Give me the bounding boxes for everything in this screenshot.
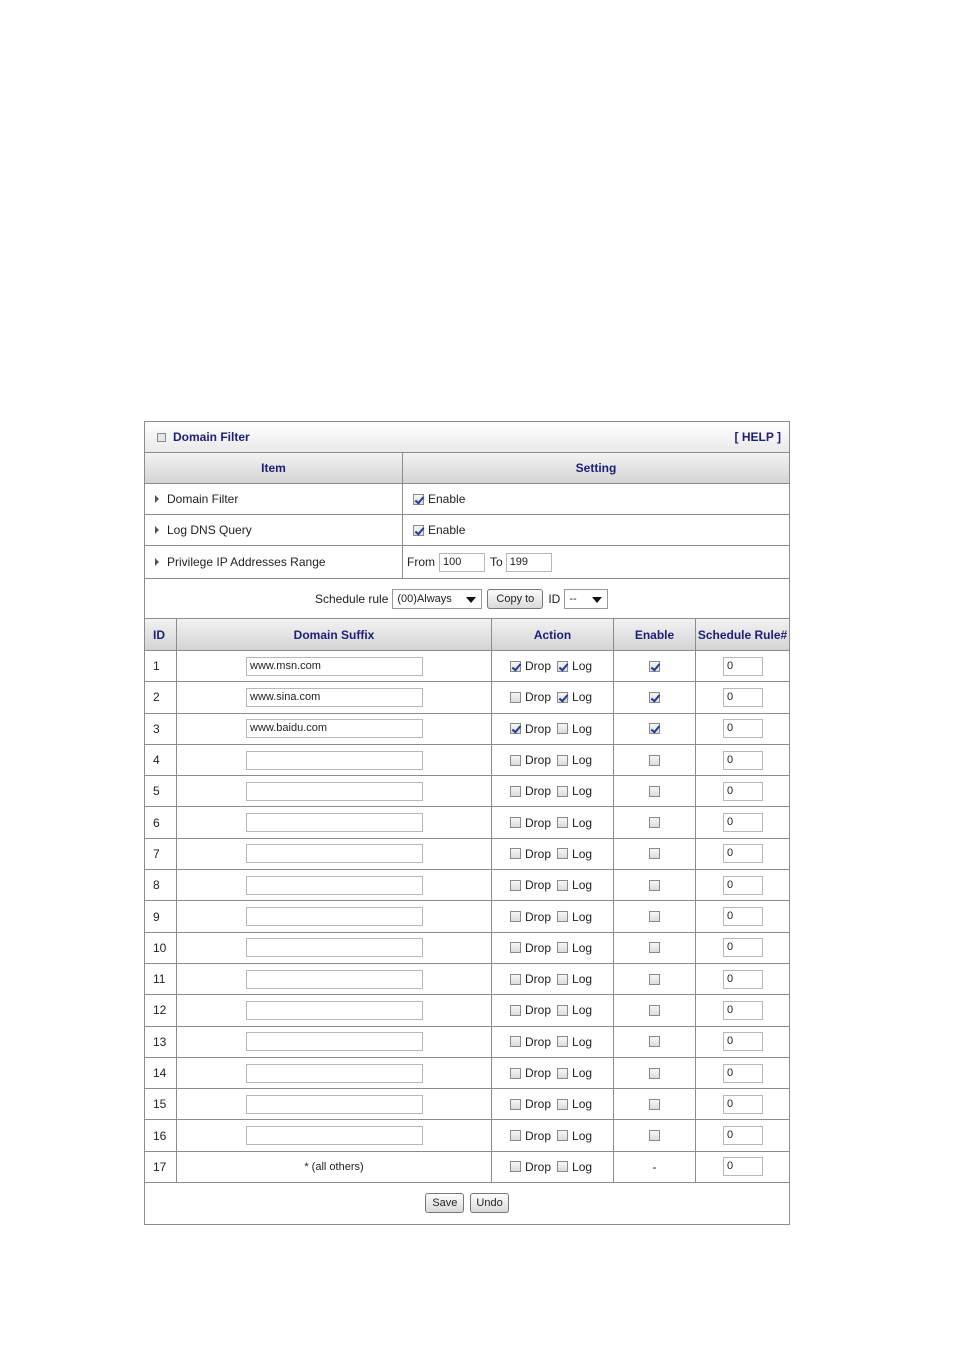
log-checkbox[interactable] xyxy=(557,974,568,985)
table-row xyxy=(145,933,789,964)
domain-suffix-input[interactable]: www.baidu.com xyxy=(246,719,423,738)
table-row xyxy=(145,901,789,932)
table-row xyxy=(145,839,789,870)
drop-label: Drop xyxy=(525,753,552,768)
action-header: Action xyxy=(491,619,613,650)
enable-checkbox[interactable] xyxy=(649,1099,660,1110)
enable-checkbox[interactable] xyxy=(649,848,660,859)
domain-suffix-input[interactable] xyxy=(246,1032,423,1051)
enable-checkbox[interactable] xyxy=(649,974,660,985)
table-row xyxy=(145,964,789,995)
drop-label: Drop xyxy=(525,1159,552,1174)
table-row xyxy=(145,1120,789,1151)
drop-checkbox[interactable] xyxy=(510,1161,521,1172)
schedule-rule-input[interactable]: 0 xyxy=(723,938,763,957)
enable-checkbox[interactable] xyxy=(649,880,660,891)
drop-label: Drop xyxy=(525,972,552,987)
dropdown-arrow-icon xyxy=(592,597,602,603)
log-label: Log xyxy=(572,940,593,955)
log-checkbox[interactable] xyxy=(557,1161,568,1172)
row-id: 4 xyxy=(153,753,160,768)
log-label: Log xyxy=(572,909,593,924)
drop-label: Drop xyxy=(525,659,552,674)
log-label: Log xyxy=(572,972,593,987)
log-label: Log xyxy=(572,784,593,799)
table-row xyxy=(145,870,789,901)
domain-suffix-input[interactable] xyxy=(246,1126,423,1145)
drop-label: Drop xyxy=(525,1003,552,1018)
log-checkbox[interactable] xyxy=(557,723,568,734)
all-others-label: * (all others) xyxy=(176,1152,491,1182)
log-checkbox[interactable] xyxy=(557,1130,568,1141)
id-header: ID xyxy=(153,627,165,642)
row-id: 5 xyxy=(153,784,160,799)
log-label: Log xyxy=(572,1159,593,1174)
schedule-rule-header: Schedule Rule# xyxy=(695,619,789,650)
drop-label: Drop xyxy=(525,940,552,955)
settings-header-row xyxy=(145,453,789,484)
schedule-rule-input[interactable]: 0 xyxy=(723,1157,763,1176)
schedule-rule-input[interactable]: 0 xyxy=(723,1032,763,1051)
domain-suffix-input[interactable] xyxy=(246,813,423,832)
log-label: Log xyxy=(572,815,593,830)
drop-checkbox[interactable] xyxy=(510,786,521,797)
log-dns-enable-checkbox[interactable] xyxy=(413,525,424,536)
enable-checkbox[interactable] xyxy=(649,1036,660,1047)
domain-suffix-input[interactable] xyxy=(246,970,423,989)
drop-checkbox[interactable] xyxy=(510,817,521,828)
schedule-rule-select[interactable]: (00)Always xyxy=(392,589,482,609)
row-id: 13 xyxy=(153,1034,167,1049)
schedule-rule-input[interactable]: 0 xyxy=(723,688,763,707)
schedule-rule-label: Schedule rule xyxy=(315,591,389,606)
drop-label: Drop xyxy=(525,721,552,736)
table-row xyxy=(145,1058,789,1089)
log-checkbox[interactable] xyxy=(557,1099,568,1110)
row-id: 6 xyxy=(153,815,160,830)
drop-label: Drop xyxy=(525,784,552,799)
log-checkbox[interactable] xyxy=(557,848,568,859)
table-row xyxy=(145,1027,789,1058)
domain-suffix-input[interactable] xyxy=(246,1095,423,1114)
setting-header: Setting xyxy=(402,453,789,483)
enable-checkbox[interactable] xyxy=(649,1130,660,1141)
to-ip-input[interactable]: 199 xyxy=(506,553,552,572)
enable-placeholder: - xyxy=(613,1152,695,1182)
enable-checkbox[interactable] xyxy=(649,942,660,953)
schedule-rule-input[interactable]: 0 xyxy=(723,907,763,926)
log-dns-row xyxy=(145,515,789,546)
log-dns-label: Log DNS Query xyxy=(167,523,252,537)
bullet-arrow-icon xyxy=(155,495,159,503)
table-row xyxy=(145,745,789,776)
copy-id-select[interactable]: -- xyxy=(564,589,608,609)
log-checkbox[interactable] xyxy=(557,692,568,703)
drop-checkbox[interactable] xyxy=(510,1130,521,1141)
enable-checkbox[interactable] xyxy=(649,817,660,828)
log-dns-enable-label: Enable xyxy=(428,523,466,537)
log-label: Log xyxy=(572,1003,593,1018)
row-id: 3 xyxy=(153,721,160,736)
table-row xyxy=(145,1152,789,1183)
drop-checkbox[interactable] xyxy=(510,848,521,859)
help-link[interactable]: [ HELP ] xyxy=(734,430,781,444)
enable-checkbox[interactable] xyxy=(649,755,660,766)
log-label: Log xyxy=(572,721,593,736)
domain-suffix-input[interactable] xyxy=(246,844,423,863)
row-id: 12 xyxy=(153,1003,167,1018)
log-checkbox[interactable] xyxy=(557,755,568,766)
schedule-rule-input[interactable]: 0 xyxy=(723,844,763,863)
enable-checkbox[interactable] xyxy=(649,911,660,922)
schedule-rule-input[interactable]: 0 xyxy=(723,970,763,989)
drop-checkbox[interactable] xyxy=(510,755,521,766)
drop-label: Drop xyxy=(525,846,552,861)
rules-header-row xyxy=(145,619,789,651)
drop-checkbox[interactable] xyxy=(510,1005,521,1016)
domain-suffix-input[interactable] xyxy=(246,907,423,926)
table-row xyxy=(145,651,789,682)
enable-checkbox[interactable] xyxy=(649,1005,660,1016)
schedule-rule-input[interactable]: 0 xyxy=(723,813,763,832)
table-row xyxy=(145,995,789,1026)
row-id: 16 xyxy=(153,1128,167,1143)
enable-checkbox[interactable] xyxy=(649,1068,660,1079)
from-label: From xyxy=(407,555,435,569)
to-label: To xyxy=(490,555,503,569)
undo-button[interactable]: Undo xyxy=(470,1193,508,1213)
table-row xyxy=(145,1089,789,1120)
item-header: Item xyxy=(261,461,286,475)
schedule-rule-input[interactable]: 0 xyxy=(723,1095,763,1114)
log-label: Log xyxy=(572,690,593,705)
drop-checkbox[interactable] xyxy=(510,880,521,891)
domain-suffix-header: Domain Suffix xyxy=(176,619,491,650)
log-checkbox[interactable] xyxy=(557,786,568,797)
row-id: 15 xyxy=(153,1097,167,1112)
row-id: 8 xyxy=(153,878,160,893)
log-checkbox[interactable] xyxy=(557,1036,568,1047)
row-id: 7 xyxy=(153,846,160,861)
drop-label: Drop xyxy=(525,815,552,830)
log-checkbox[interactable] xyxy=(557,911,568,922)
row-id: 2 xyxy=(153,690,160,705)
schedule-rule-input[interactable]: 0 xyxy=(723,751,763,770)
domain-filter-enable-checkbox[interactable] xyxy=(413,494,424,505)
schedule-rule-input[interactable]: 0 xyxy=(723,657,763,676)
log-checkbox[interactable] xyxy=(557,942,568,953)
table-row xyxy=(145,682,789,713)
drop-checkbox[interactable] xyxy=(510,1068,521,1079)
from-ip-input[interactable]: 100 xyxy=(439,553,485,572)
schedule-row xyxy=(145,579,789,619)
schedule-rule-input[interactable]: 0 xyxy=(723,1126,763,1145)
panel-titlebar xyxy=(145,422,789,453)
log-label: Log xyxy=(572,878,593,893)
table-row xyxy=(145,807,789,838)
row-id: 11 xyxy=(153,972,166,987)
enable-checkbox[interactable] xyxy=(649,786,660,797)
drop-label: Drop xyxy=(525,909,552,924)
dropdown-arrow-icon xyxy=(466,597,476,603)
drop-label: Drop xyxy=(525,1097,552,1112)
schedule-rule-input[interactable]: 0 xyxy=(723,1064,763,1083)
log-label: Log xyxy=(572,1097,593,1112)
drop-checkbox[interactable] xyxy=(510,723,521,734)
log-label: Log xyxy=(572,753,593,768)
copy-to-button[interactable]: Copy to xyxy=(487,589,543,609)
domain-filter-enable-label: Enable xyxy=(428,492,466,506)
drop-checkbox[interactable] xyxy=(510,911,521,922)
drop-checkbox[interactable] xyxy=(510,661,521,672)
save-button[interactable]: Save xyxy=(425,1193,464,1213)
row-id: 10 xyxy=(153,940,167,955)
log-checkbox[interactable] xyxy=(557,1068,568,1079)
id-label: ID xyxy=(548,591,561,606)
enable-checkbox[interactable] xyxy=(649,661,660,672)
domain-suffix-input[interactable] xyxy=(246,1001,423,1020)
log-label: Log xyxy=(572,1128,593,1143)
row-id: 14 xyxy=(153,1066,167,1080)
action-buttons xyxy=(145,1183,789,1223)
drop-checkbox[interactable] xyxy=(510,942,521,953)
drop-checkbox[interactable] xyxy=(510,974,521,985)
domain-filter-label: Domain Filter xyxy=(167,492,239,506)
log-checkbox[interactable] xyxy=(557,817,568,828)
bullet-arrow-icon xyxy=(155,558,159,566)
domain-suffix-input[interactable]: www.msn.com xyxy=(246,657,423,676)
domain-suffix-input[interactable] xyxy=(246,751,423,770)
bullet-arrow-icon xyxy=(155,526,159,534)
log-label: Log xyxy=(572,846,593,861)
domain-suffix-input[interactable] xyxy=(246,782,423,801)
drop-label: Drop xyxy=(525,1066,552,1080)
schedule-rule-input[interactable]: 0 xyxy=(723,782,763,801)
panel-title: Domain Filter xyxy=(173,430,250,444)
log-checkbox[interactable] xyxy=(557,661,568,672)
enable-header: Enable xyxy=(613,619,695,650)
row-id: 1 xyxy=(153,659,160,674)
rules-table-body xyxy=(145,651,789,1152)
log-label: Log xyxy=(572,1034,593,1049)
drop-label: Drop xyxy=(525,1034,552,1049)
drop-label: Drop xyxy=(525,1128,552,1143)
domain-suffix-input[interactable] xyxy=(246,1064,423,1083)
drop-checkbox[interactable] xyxy=(510,692,521,703)
domain-suffix-input[interactable]: www.sina.com xyxy=(246,688,423,707)
domain-suffix-input[interactable] xyxy=(246,938,423,957)
enable-checkbox[interactable] xyxy=(649,723,660,734)
drop-label: Drop xyxy=(525,878,552,893)
log-checkbox[interactable] xyxy=(557,880,568,891)
table-row xyxy=(145,714,789,745)
row-id: 9 xyxy=(153,909,160,924)
schedule-rule-input[interactable]: 0 xyxy=(723,876,763,895)
privilege-row xyxy=(145,546,789,579)
domain-filter-row xyxy=(145,484,789,515)
enable-checkbox[interactable] xyxy=(649,692,660,703)
privilege-label: Privilege IP Addresses Range xyxy=(167,555,326,569)
row-id: 17 xyxy=(153,1159,167,1174)
domain-filter-panel xyxy=(144,421,790,1225)
domain-suffix-input[interactable] xyxy=(246,876,423,895)
drop-checkbox[interactable] xyxy=(510,1036,521,1047)
drop-label: Drop xyxy=(525,690,552,705)
table-row xyxy=(145,776,789,807)
drop-checkbox[interactable] xyxy=(510,1099,521,1110)
log-label: Log xyxy=(572,1066,593,1080)
panel-square-icon xyxy=(157,433,166,442)
schedule-rule-input[interactable]: 0 xyxy=(723,719,763,738)
log-label: Log xyxy=(572,659,593,674)
log-checkbox[interactable] xyxy=(557,1005,568,1016)
schedule-rule-input[interactable]: 0 xyxy=(723,1001,763,1020)
